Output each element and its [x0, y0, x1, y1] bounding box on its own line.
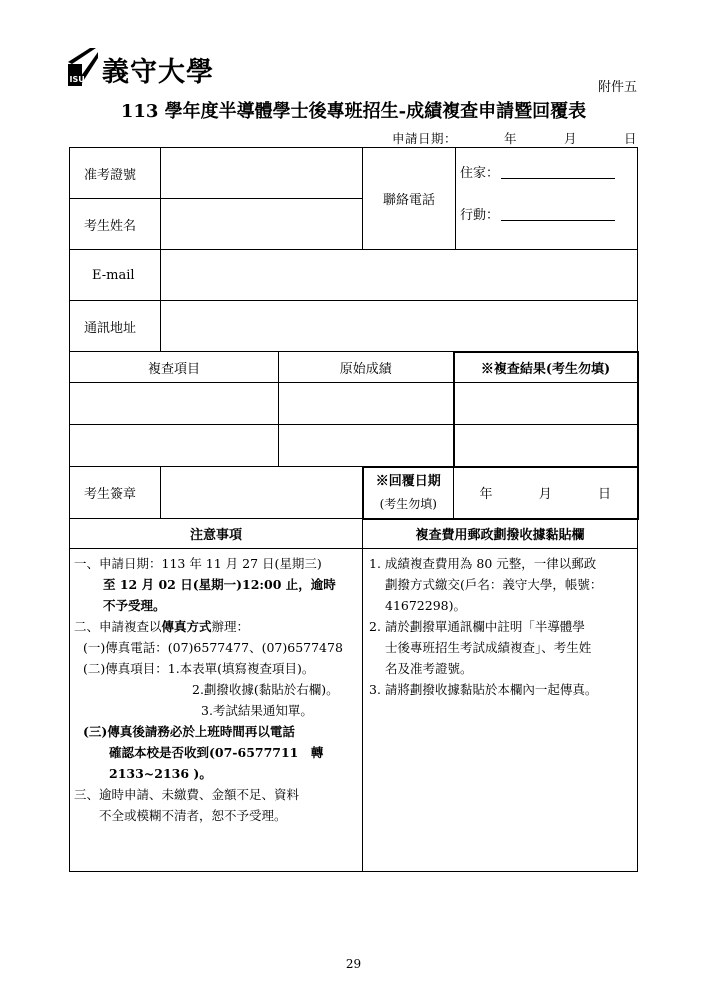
address-field[interactable] — [161, 301, 638, 352]
receipt-line: 士後專班招生考試成績複查」、考生姓 — [385, 640, 592, 655]
note-line: 一、申請日期：113 年 11 月 27 日(星期三) — [74, 556, 322, 571]
reply-month: 月 — [538, 487, 552, 502]
name-label: 考生姓名 — [70, 199, 161, 250]
receipt-line: 3. 請將劃撥收據黏貼於本欄內一起傳真。 — [369, 682, 598, 697]
reply-day: 日 — [598, 487, 612, 502]
reply-date-title: ※回覆日期 — [375, 473, 441, 489]
original-score-cell[interactable] — [279, 425, 454, 467]
name-field[interactable] — [161, 199, 363, 250]
reply-date-note: (考生勿填) — [379, 496, 437, 511]
phone-field[interactable] — [456, 148, 638, 250]
note-line: 至 12 月 02 日(星期一)12:00 止，逾時 — [103, 577, 336, 592]
note-line: 確認本校是否收到(07-6577711 轉 — [109, 745, 324, 760]
email-label: E-mail — [70, 250, 161, 301]
review-result-cell — [454, 383, 638, 425]
home-phone-blank[interactable] — [501, 162, 615, 179]
university-logo — [68, 48, 218, 86]
note-line: 3.考試結果通知單。 — [201, 703, 313, 718]
note-line: 2133~2136 )。 — [109, 766, 212, 781]
note-line: 2.劃撥收據(黏貼於右欄)。 — [192, 682, 339, 697]
month-label: 月 — [564, 131, 578, 146]
svg-text:ISU: ISU — [69, 75, 85, 84]
original-score-header: 原始成績 — [279, 352, 454, 383]
receipt-line: 1. 成績複查費用為 80 元整，一律以郵政 — [369, 556, 597, 571]
page-number: 29 — [345, 957, 362, 971]
receipt-line: 41672298)。 — [385, 598, 466, 613]
year-label: 年 — [504, 131, 518, 146]
note-line: 不予受理。 — [103, 598, 166, 613]
signature-field[interactable] — [161, 467, 363, 519]
review-result-cell — [454, 425, 638, 467]
receipt-line: 名及准考證號。 — [385, 661, 473, 676]
logo-text: 義守大學 — [102, 57, 214, 88]
day-label: 日 — [623, 131, 637, 146]
admission-number-label: 准考證號 — [70, 148, 161, 199]
email-field[interactable] — [161, 250, 638, 301]
isu-logo-icon — [68, 48, 98, 86]
application-date — [392, 129, 637, 147]
note-line: (一)傳真電話：(07)6577477、(07)6577478 — [83, 640, 343, 655]
review-item-cell[interactable] — [70, 383, 279, 425]
note-line: 三、逾時申請、未繳費、金額不足、資料 — [74, 787, 300, 802]
admission-number-field[interactable] — [161, 148, 363, 199]
note-line: (三)傳真後請務必於上班時間再以電話 — [83, 724, 295, 739]
mobile-phone-blank[interactable] — [501, 204, 615, 221]
notes-heading: 注意事項 — [70, 519, 363, 549]
review-item-cell[interactable] — [70, 425, 279, 467]
reply-date-label — [363, 467, 454, 519]
reply-year: 年 — [479, 487, 493, 502]
receipt-section[interactable] — [363, 549, 638, 872]
mobile-phone-label: 行動： — [460, 208, 500, 223]
address-label: 通訊地址 — [70, 301, 161, 352]
apply-date-label: 申請日期： — [392, 131, 458, 146]
note-line: (二)傳真項目：1.本表單(填寫複查項目)。 — [83, 661, 315, 676]
notes-section — [70, 549, 363, 872]
receipt-line: 劃撥方式繳交(戶名：義守大學，帳號： — [385, 577, 603, 592]
original-score-cell[interactable] — [279, 383, 454, 425]
attachment-label: 附件五 — [597, 80, 637, 95]
home-phone-label: 住家： — [460, 166, 500, 181]
phone-label: 聯絡電話 — [363, 148, 456, 250]
review-item-header: 複查項目 — [70, 352, 279, 383]
receipt-heading: 複查費用郵政劃撥收據黏貼欄 — [363, 519, 638, 549]
review-result-header: ※複查結果(考生勿填) — [454, 352, 638, 383]
page-title: 113 學年度半導體學士後專班招生-成績複查申請暨回覆表 — [120, 101, 587, 122]
signature-label: 考生簽章 — [70, 467, 161, 519]
receipt-line: 2. 請於劃撥單通訊欄中註明「半導體學 — [369, 619, 585, 634]
reply-date-field — [454, 467, 638, 519]
note-line: 不全或模糊不清者，恕不予受理。 — [99, 808, 287, 823]
application-form — [69, 147, 639, 872]
note-line: 二、申請複查以傳真方式辦理： — [74, 619, 250, 634]
